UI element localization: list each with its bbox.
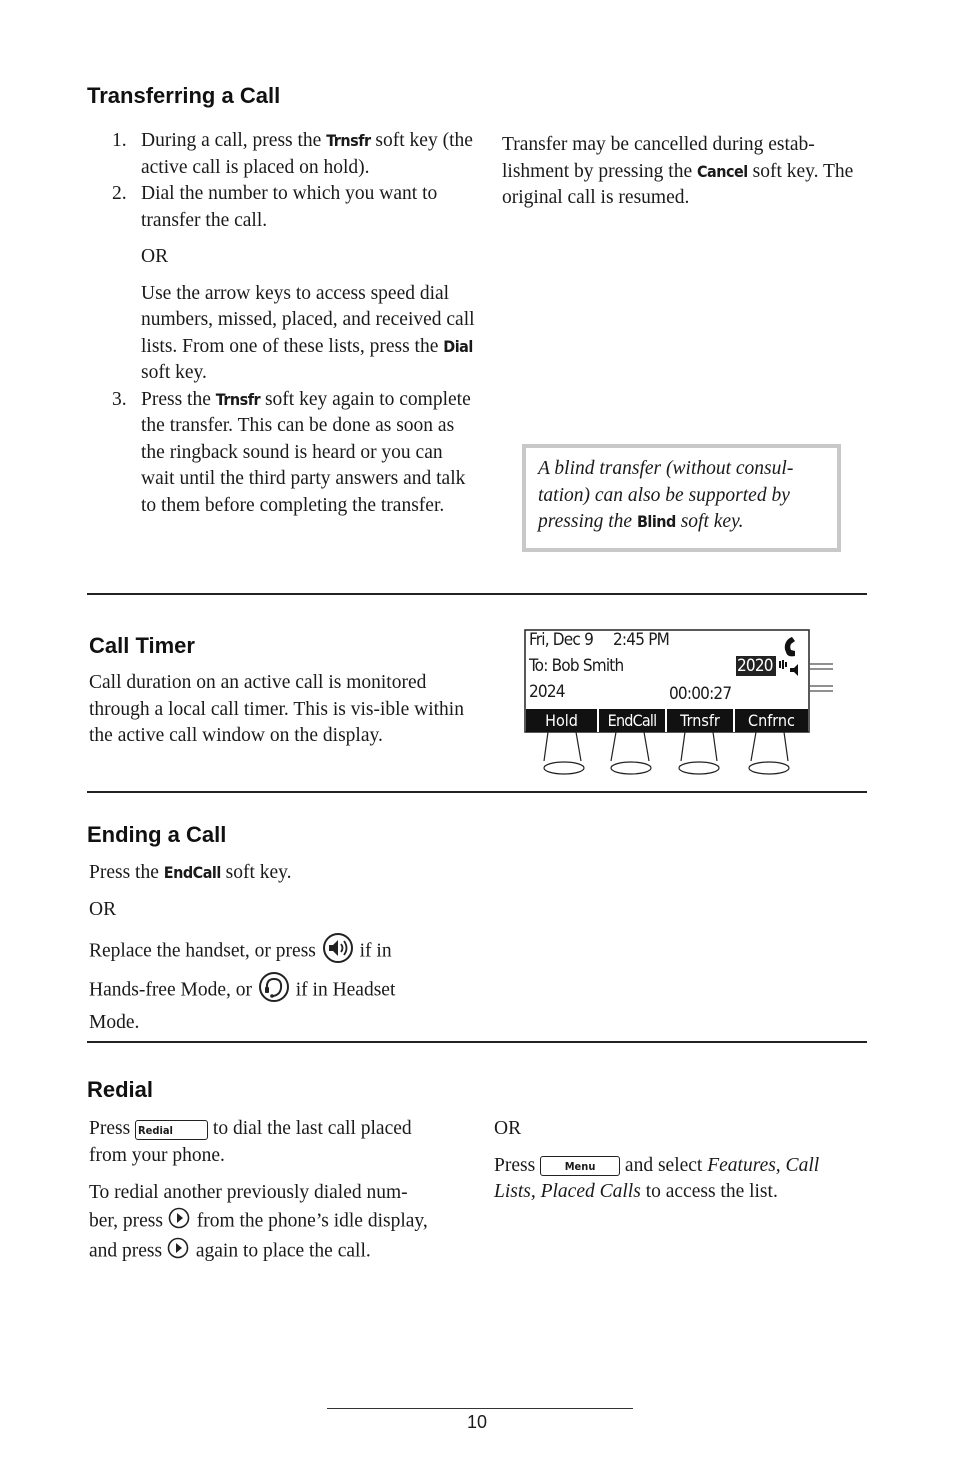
page-number: 10 xyxy=(466,1412,488,1432)
softkey-cnfrnc: Cnfrnc xyxy=(748,711,795,730)
footer-rule xyxy=(327,1408,633,1409)
softkey-hold: Hold xyxy=(545,711,578,730)
phone-display-svg xyxy=(524,629,834,779)
softkey-endcall: EndCall xyxy=(607,711,657,730)
section-heading-call-timer: Call Timer xyxy=(89,633,195,658)
redial-right-column: OR Press Menu and select Features, Call Lists, Placed Calls to access the list. xyxy=(494,1118,820,1202)
section-divider xyxy=(87,1041,867,1043)
step-number: 2. xyxy=(112,183,127,204)
section-divider xyxy=(87,791,867,793)
section-heading-redial: Redial xyxy=(87,1077,154,1102)
right-arrow-key-icon xyxy=(168,1207,192,1238)
display-callee: To: Bob Smith xyxy=(529,656,624,676)
step-number: 3. xyxy=(112,388,127,410)
display-extension: 2024 xyxy=(529,682,565,702)
right-arrow-key-icon xyxy=(167,1237,191,1268)
ending-instructions: Replace the handset, or press if in Hands-free Mode, or if in Headset Mode. xyxy=(89,933,489,1037)
or-label: OR xyxy=(89,899,117,920)
softkey-trnsfr: Trnsfr xyxy=(680,711,720,730)
call-timer-body: Call duration on an active call is monitored through a local call timer. This is vis-ible within the active call window on the display. xyxy=(89,672,464,746)
softkey-label: EndCall xyxy=(163,863,221,882)
transfer-steps xyxy=(110,128,480,519)
section-divider xyxy=(87,593,867,595)
menu-key-icon: Menu xyxy=(540,1156,620,1176)
softkey-label: Trnsfr xyxy=(326,131,371,150)
display-time: 2:45 PM xyxy=(613,630,670,650)
list-item: 2. Dial the number to which you want to transfer the call. OR Use the arrow keys to access speed dial numbers, missed, placed, and received call lists. From one of these lists, press the Dial soft key. xyxy=(110,181,480,387)
list-item: 3. Press the Trnsfr soft key again to complete the transfer. This can be done as soon as the ringback sound is heard or you can wait until the third party answers and talk to them before completing the transfer. xyxy=(112,388,471,516)
or-label: OR xyxy=(141,246,169,267)
display-line-highlight: 2020 xyxy=(737,656,773,676)
cancel-note: Transfer may be cancelled during estab-lishment by pressing the Cancel soft key. The original call is resumed. xyxy=(502,134,854,208)
ending-line1: Press the EndCall soft key. xyxy=(89,862,292,883)
softkey-label: Trnsfr xyxy=(215,389,261,409)
speaker-icon xyxy=(321,933,355,972)
list-item: 1. During a call, press the Trnsfr soft key (the active call is placed on hold). xyxy=(112,130,473,178)
headset-icon xyxy=(257,972,291,1011)
phone-display-illustration xyxy=(524,629,834,779)
display-date: Fri, Dec 9 xyxy=(529,630,593,650)
softkey-label: Dial xyxy=(443,336,473,356)
alt-instruction: Use the arrow keys to access speed dial numbers, missed, placed, and received call lists. From one of these lists, press the Dial soft key. xyxy=(141,282,475,383)
redial-left-column: Press Redial to dial the last call placed from your phone. To redial another previously dialed num- ber, press from the phone’s idle display, and press again to place the call. xyxy=(89,1116,484,1268)
step-number: 1. xyxy=(112,130,127,151)
softkey-label: Cancel xyxy=(696,161,748,181)
blind-transfer-note: A blind transfer (without consul-tation) can also be supported by pressing the Blind soft key. xyxy=(522,444,841,552)
redial-key-icon: Redial xyxy=(135,1120,208,1140)
section-heading-transfer: Transferring a Call xyxy=(87,83,281,108)
display-call-timer: 00:00:27 xyxy=(669,684,732,704)
softkey-label: Blind xyxy=(636,512,676,531)
section-heading-ending: Ending a Call xyxy=(87,822,227,847)
